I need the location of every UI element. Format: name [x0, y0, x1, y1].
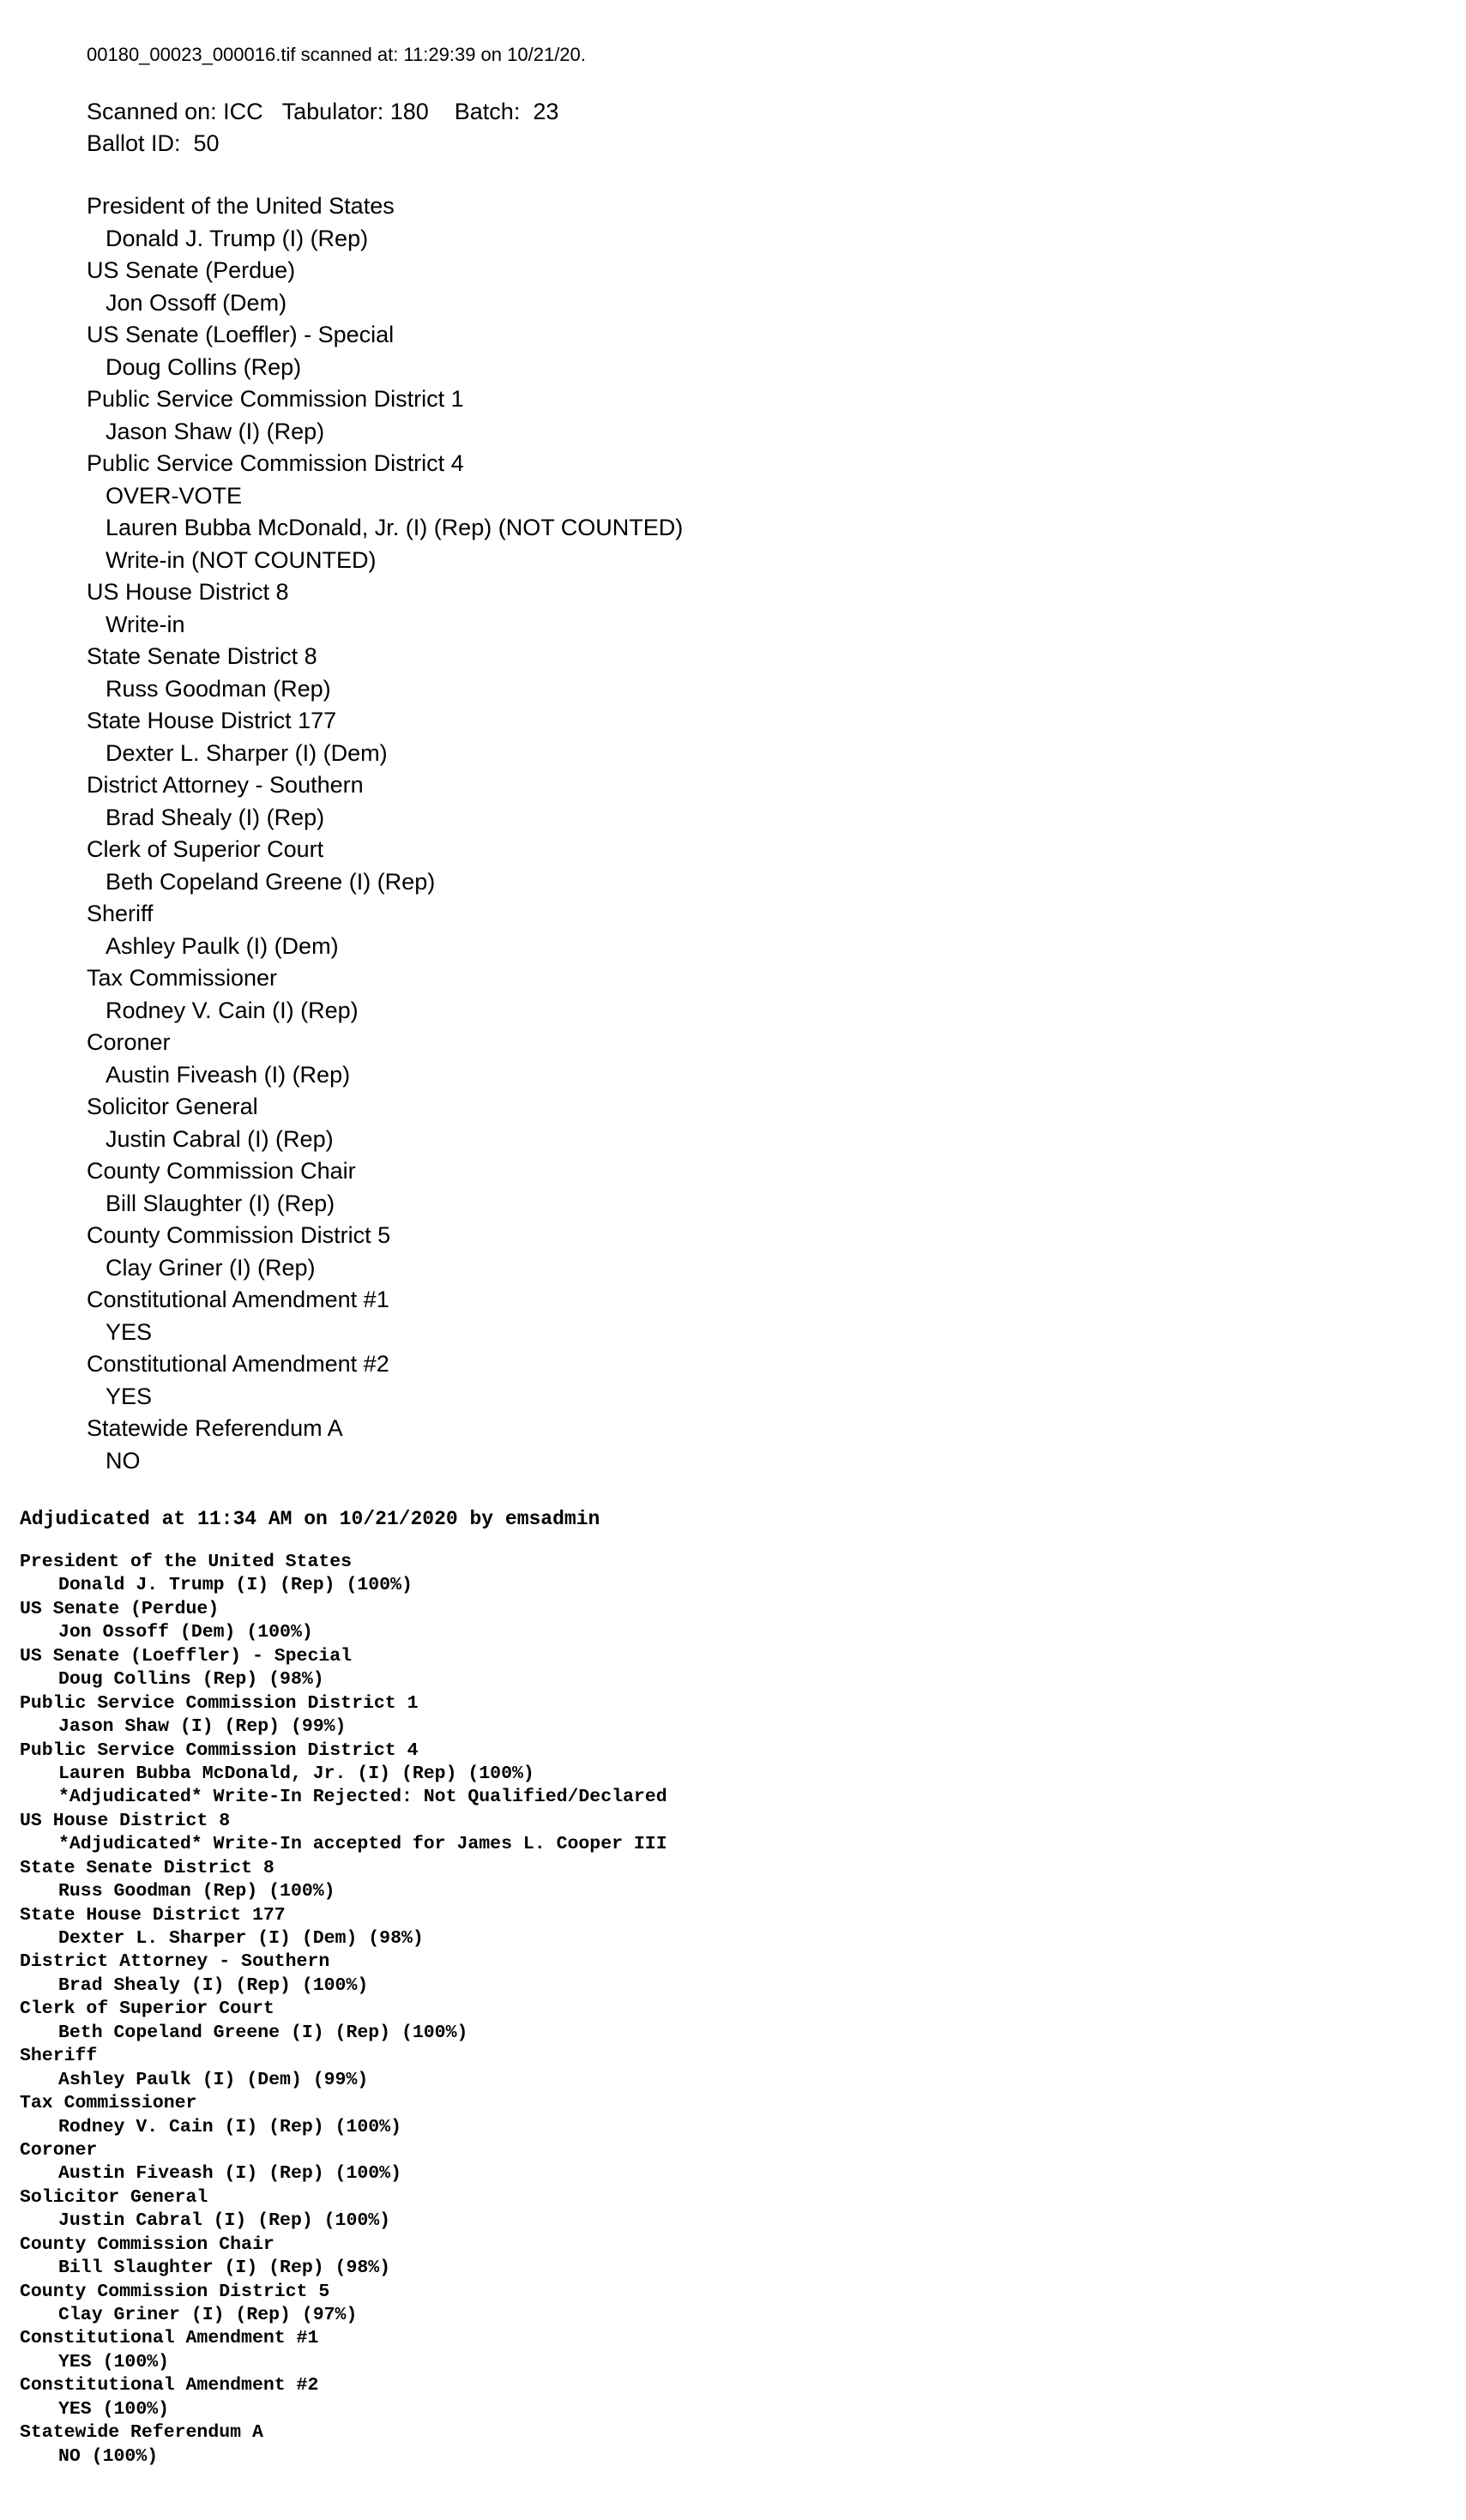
contest-title-line: Public Service Commission District 4: [20, 1739, 419, 1761]
contest-title-line: Coroner: [20, 2139, 98, 2161]
contest-title-line: Solicitor General: [20, 2186, 208, 2208]
vote-selection-line: Donald J. Trump (I) (Rep): [106, 225, 369, 251]
contest-title-line: Public Service Commission District 4: [87, 450, 464, 476]
vote-selection-line: NO: [106, 1447, 141, 1474]
vote-selection-line: Beth Copeland Greene (I) (Rep) (100%): [58, 2022, 468, 2043]
contest-title-line: US Senate (Loeffler) - Special: [87, 322, 395, 347]
contest-title-line: Constitutional Amendment #1: [20, 2328, 319, 2349]
vote-selection-line: Brad Shealy (I) (Rep) (100%): [58, 1974, 369, 1996]
vote-selection-line: Lauren Bubba McDonald, Jr. (I) (Rep) (100%): [58, 1763, 534, 1784]
contest-title-line: US House District 8: [20, 1810, 231, 1831]
contest-title-line: Statewide Referendum A: [87, 1415, 343, 1441]
vote-selection-line: Rodney V. Cain (I) (Rep): [106, 997, 359, 1023]
contest-title-line: Public Service Commission District 1: [20, 1692, 419, 1714]
vote-selection-line: Jon Ossoff (Dem): [106, 289, 287, 316]
contest-title-line: Public Service Commission District 1: [87, 386, 464, 412]
vote-selection-line: Dexter L. Sharper (I) (Dem) (98%): [58, 1928, 424, 1949]
contest-title-line: State Senate District 8: [87, 643, 317, 669]
contest-title-line: Solicitor General: [87, 1094, 258, 1119]
contest-title-line: US Senate (Perdue): [87, 257, 296, 283]
contest-title-line: US Senate (Loeffler) - Special: [20, 1645, 353, 1667]
contest-title-line: County Commission District 5: [20, 2281, 330, 2302]
adjudication-header: Adjudicated at 11:34 AM on 10/21/2020 by emsadmin: [20, 1508, 600, 1530]
contest-title-line: Tax Commissioner: [87, 965, 278, 991]
vote-selection-line: Lauren Bubba McDonald, Jr. (I) (Rep) (NOT COUNTED): [106, 515, 684, 540]
vote-selection-line: Ashley Paulk (I) (Dem) (99%): [58, 2069, 369, 2090]
ballot-id-line: Ballot ID: 50: [87, 130, 220, 156]
scanned-on-line: Scanned on: ICC Tabulator: 180 Batch: 23: [87, 99, 559, 124]
vote-selection-line: Russ Goodman (Rep): [106, 675, 331, 702]
vote-selection-line: Bill Slaughter (I) (Rep): [106, 1190, 335, 1216]
contest-title-line: State House District 177: [20, 1904, 286, 1926]
contest-title-line: Coroner: [87, 1029, 171, 1055]
vote-selection-line: *Adjudicated* Write-In Rejected: Not Qualified/Declared: [58, 1787, 667, 1808]
contest-title-line: County Commission Chair: [87, 1158, 356, 1184]
contest-title-line: Constitutional Amendment #2: [87, 1351, 389, 1377]
vote-selection-line: Write-in: [106, 611, 185, 637]
contest-title-line: Clerk of Superior Court: [87, 836, 324, 862]
vote-selection-line: YES (100%): [58, 2351, 170, 2372]
vote-selection-line: Austin Fiveash (I) (Rep): [106, 1061, 351, 1088]
vote-selection-line: Jason Shaw (I) (Rep) (99%): [58, 1716, 347, 1738]
vote-selection-line: Jason Shaw (I) (Rep): [106, 418, 325, 444]
vote-selection-line: YES: [106, 1318, 153, 1345]
scanned-votes-list: [87, 190, 683, 1477]
vote-selection-line: *Adjudicated* Write-In accepted for James L. Cooper III: [58, 1834, 667, 1855]
contest-title-line: US House District 8: [87, 579, 289, 605]
vote-selection-line: Dexter L. Sharper (I) (Dem): [106, 739, 388, 766]
contest-title-line: President of the United States: [20, 1552, 353, 1572]
contest-title-line: Constitutional Amendment #2: [20, 2375, 319, 2396]
vote-selection-line: Bill Slaughter (I) (Rep) (98%): [58, 2258, 391, 2279]
scan-record: [87, 38, 683, 1477]
vote-selection-line: YES: [106, 1383, 153, 1409]
contest-title-line: Statewide Referendum A: [20, 2422, 263, 2444]
vote-selection-line: Justin Cabral (I) (Rep) (100%): [58, 2210, 391, 2232]
contest-title-line: County Commission District 5: [87, 1222, 391, 1248]
vote-selection-line: Clay Griner (I) (Rep): [106, 1254, 316, 1281]
vote-selection-line: NO (100%): [58, 2445, 159, 2467]
contest-title-line: President of the United States: [87, 193, 395, 219]
vote-selection-line: Donald J. Trump (I) (Rep) (100%): [58, 1575, 413, 1596]
vote-selection-line: YES (100%): [58, 2398, 170, 2420]
contest-title-line: US Senate (Perdue): [20, 1598, 220, 1619]
vote-selection-line: Doug Collins (Rep): [106, 353, 302, 380]
contest-title-line: Clerk of Superior Court: [20, 1999, 274, 2020]
contest-title-line: District Attorney - Southern: [20, 1951, 330, 1973]
vote-selection-line: Jon Ossoff (Dem) (100%): [58, 1622, 313, 1643]
adjudicated-votes-list: [20, 1551, 667, 2469]
contest-title-line: Sheriff: [20, 2046, 98, 2067]
contest-title-line: State House District 177: [87, 708, 337, 733]
contest-title-line: Constitutional Amendment #1: [87, 1287, 389, 1312]
contest-title-line: Sheriff: [87, 901, 154, 926]
vote-selection-line: Doug Collins (Rep) (98%): [58, 1669, 324, 1691]
contest-title-line: District Attorney - Southern: [87, 772, 364, 798]
vote-selection-line: Write-in (NOT COUNTED): [106, 546, 377, 573]
vote-selection-line: Clay Griner (I) (Rep) (97%): [58, 2305, 358, 2325]
vote-selection-line: Russ Goodman (Rep) (100%): [58, 1881, 335, 1902]
vote-selection-line: Rodney V. Cain (I) (Rep) (100%): [58, 2116, 401, 2137]
contest-title-line: Tax Commissioner: [20, 2093, 197, 2114]
vote-selection-line: OVER-VOTE: [106, 482, 243, 509]
vote-selection-line: Austin Fiveash (I) (Rep) (100%): [58, 2163, 401, 2185]
adjudication-record: [20, 1506, 667, 2469]
scan-file-line: 00180_00023_000016.tif scanned at: 11:29:39 on 10/21/20.: [87, 44, 586, 65]
contest-title-line: County Commission Chair: [20, 2234, 274, 2255]
vote-selection-line: Brad Shealy (I) (Rep): [106, 804, 325, 830]
vote-selection-line: Beth Copeland Greene (I) (Rep): [106, 868, 436, 895]
contest-title-line: State Senate District 8: [20, 1857, 274, 1878]
vote-selection-line: Ashley Paulk (I) (Dem): [106, 932, 339, 959]
vote-selection-line: Justin Cabral (I) (Rep): [106, 1125, 334, 1152]
